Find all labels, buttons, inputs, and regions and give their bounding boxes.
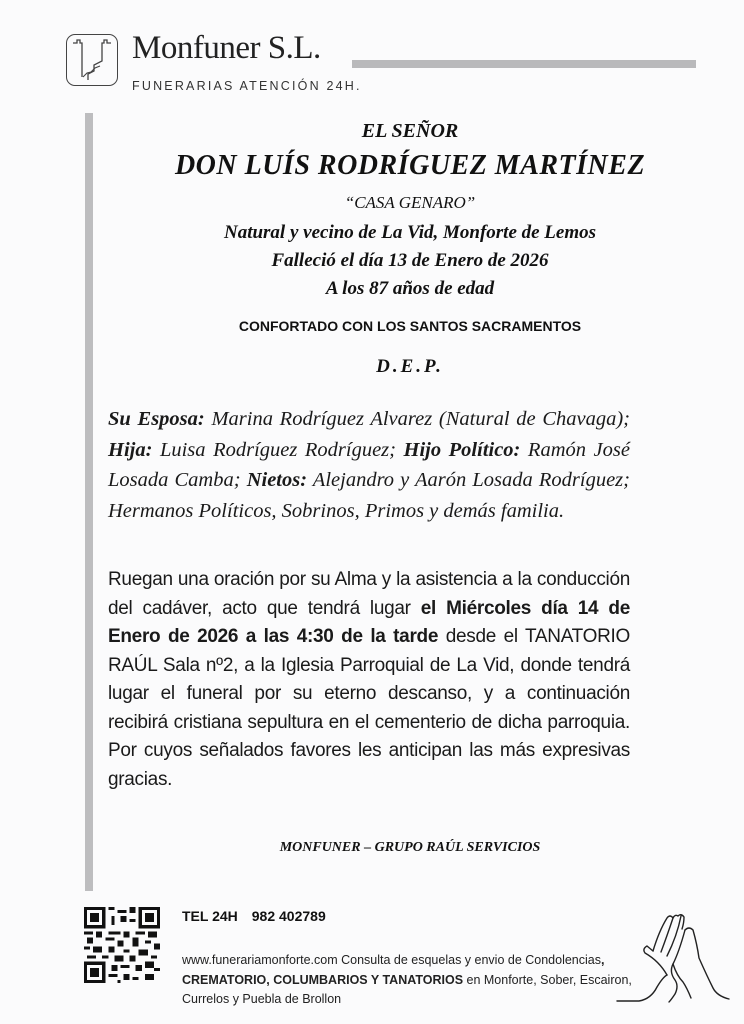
header-divider-bar (352, 60, 696, 68)
footer-services: , CREMATORIO, COLUMBARIOS Y TANATORIOS (182, 953, 605, 987)
signature-line: MONFUNER – GRUPO RAÚL SERVICIOS (279, 840, 541, 855)
nietos-value: Alejandro y Aarón Losada Rodríguez; Hermanos Políticos, Sobrinos, Primos y demás familia. (108, 469, 630, 522)
footer-text-2: en Monforte, Sober, Escairon, Currelos y Puebla de Brollon (182, 972, 632, 1006)
deceased-nickname: “CASA GENARO” (344, 193, 476, 212)
hija-value: Luisa Rodríguez Rodríguez; (152, 438, 404, 461)
sacraments-line: CONFORTADO CON LOS SANTOS SACRAMENTOS (238, 318, 582, 334)
hijo-politico-value: Ramón José Losada Camba; (108, 438, 630, 491)
ceremony-paragraph (108, 566, 630, 794)
death-date: Falleció el día 13 de Enero de 2026 (271, 250, 549, 271)
obituary-title: EL SEÑOR (361, 120, 459, 142)
nietos-label: Nietos: (246, 469, 308, 491)
hijo-politico-label: Hijo Político: (403, 438, 521, 461)
hija-label: Hija: (108, 438, 153, 461)
brand-tagline: FUNERARIAS ATENCIÓN 24H. (132, 79, 362, 93)
deceased-origin: Natural y vecino de La Vid, Monforte de Lemos (223, 222, 597, 243)
tel-label: TEL 24H (182, 908, 238, 924)
castle-tower-logo-icon (66, 34, 118, 86)
footer-text-1: Consulta de esquelas y envio de Condolencias (337, 953, 601, 967)
ceremony-details: desde el TANATORIO RAÚL Sala nº2, a la Iglesia Parroquial de La Vid, donde tendrá lugar el funeral por su eterno descanso, y a continuación recibirá cristiana sepultura en el cementerio de dicha parroquia. Por cuyos señalados favores les anticipan las más expresivas gracias. (108, 626, 630, 790)
deceased-name: DON LUÍS RODRÍGUEZ MARTÍNEZ (174, 150, 646, 181)
ceremony-intro: Ruegan una oración por su Alma y la asistencia a la conducción del cadáver, acto que tendrá lugar (108, 569, 630, 619)
website-link[interactable]: www.funerariamonforte.com (182, 953, 338, 967)
praying-hands-icon (615, 900, 740, 1005)
esposa-value: Marina Rodríguez Alvarez (Natural de Chavaga); (204, 408, 630, 430)
esposa-label: Su Esposa: (108, 408, 205, 430)
qr-code-icon[interactable] (84, 907, 160, 983)
footer-info (182, 951, 632, 1010)
side-divider-bar (85, 113, 93, 891)
telephone-line (182, 908, 326, 924)
family-paragraph (108, 404, 630, 526)
tel-number[interactable]: 982 402789 (251, 908, 326, 924)
brand-name: Monfuner S.L. (132, 30, 321, 66)
rip-line: D.E.P. (376, 356, 444, 377)
deceased-age: A los 87 años de edad (325, 278, 495, 299)
ceremony-datetime: el Miércoles día 14 de Enero de 2026 a las 4:30 de la tarde (108, 597, 630, 647)
